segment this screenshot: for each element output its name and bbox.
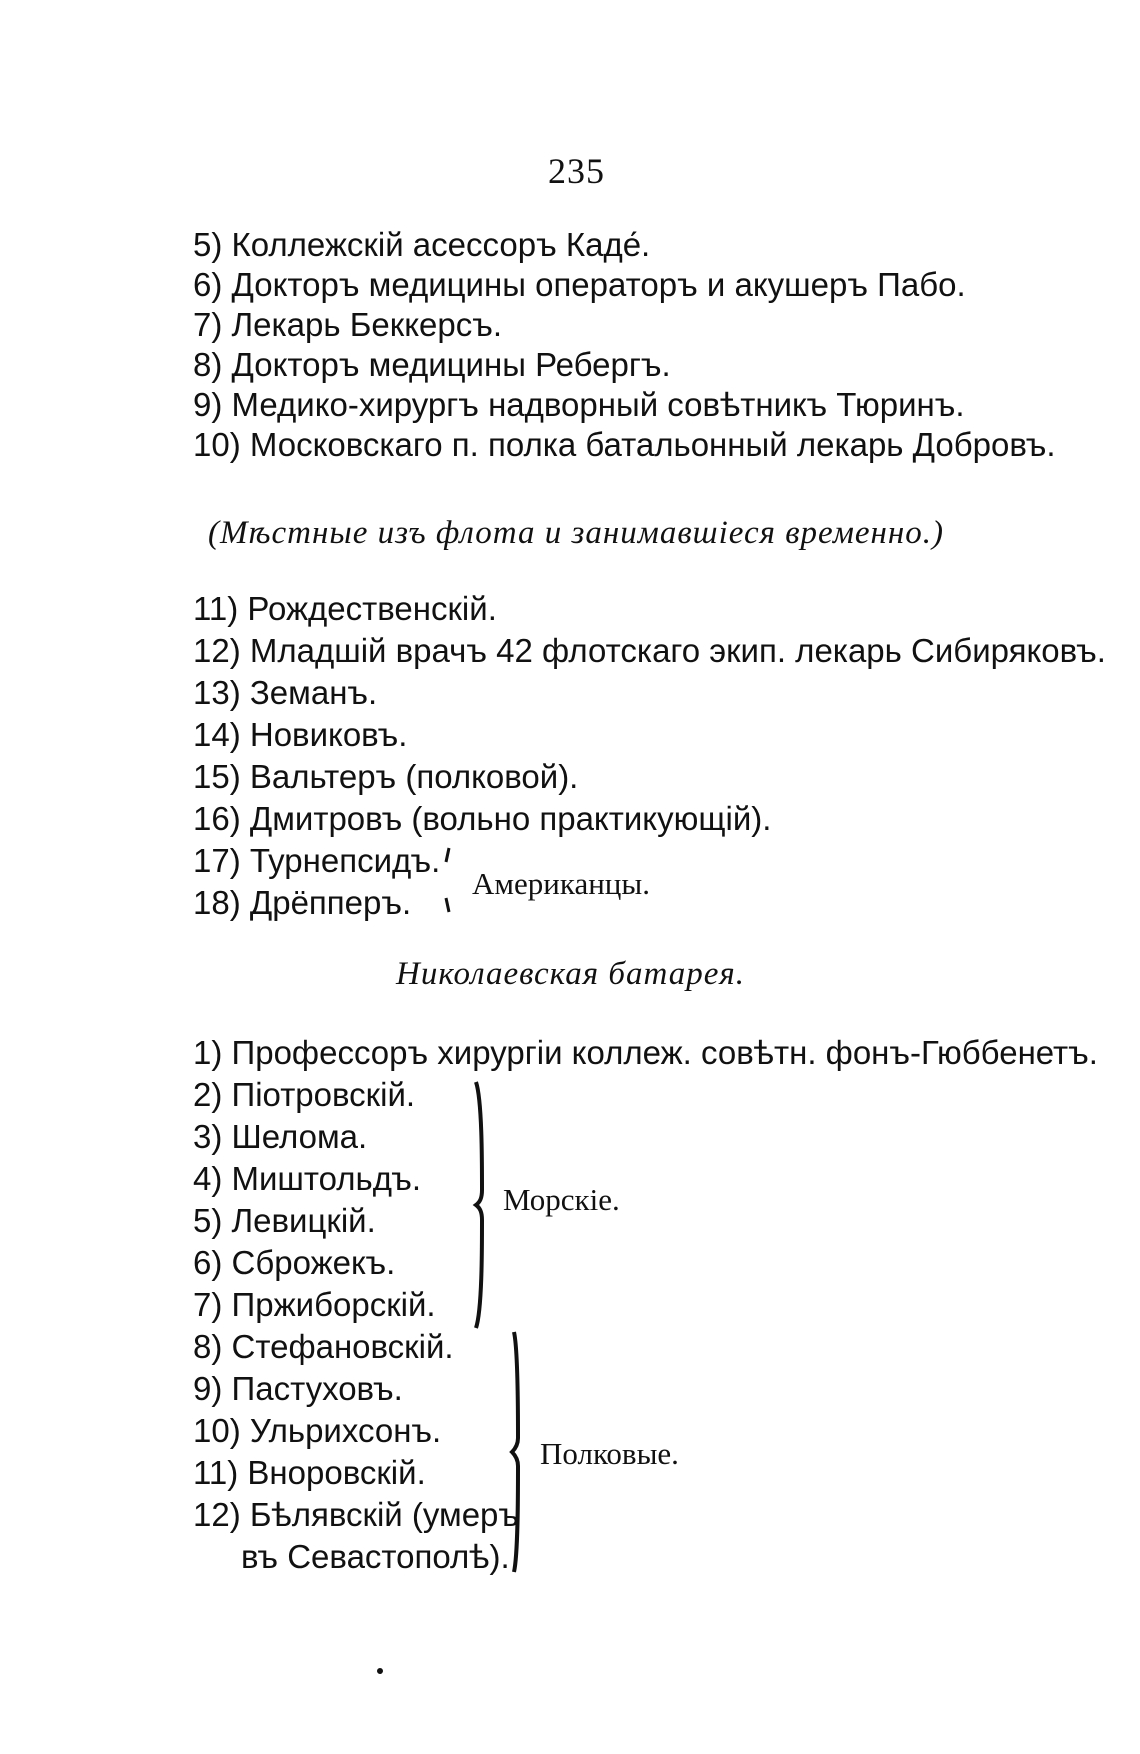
list-item: 10) Московскаго п. полка батальонный лекарь Добровъ. [193,426,1056,463]
list-item: 10) Ульрихсонъ. [193,1412,442,1449]
list-item: 13) Земанъ. [193,674,378,711]
list-item: 5) Левицкій. [193,1202,376,1239]
group-label-marine: Морскіе. [503,1182,620,1217]
list-item: 3) Шелома. [193,1118,368,1155]
list-item: 12) Бѣлявскій (умеръ [193,1496,520,1533]
list-item: 2) Піотровскій. [193,1076,416,1113]
page-number: 235 [548,151,605,191]
list-item: 8) Докторъ медицины Ребергъ. [193,346,671,383]
list-item: 16) Дмитровъ (вольно практикующій). [193,800,772,837]
list-item: 5) Коллежскій асессоръ Каде́. [193,226,651,263]
list-item: 12) Младшій врачъ 42 флотскаго экип. лекарь Сибиряковъ. [193,632,1106,669]
list-item: 11) Рождественскій. [193,590,497,627]
list-item: 6) Докторъ медицины операторъ и акушеръ Пабо. [193,266,966,303]
list-item: 18) Дрёпперъ. [193,884,412,921]
list-item: 6) Сброжекъ. [193,1244,396,1281]
group-label-americans: Американцы. [472,866,650,901]
brace-regimental [506,1330,526,1574]
list-item: 17) Турнепсидъ. [193,842,441,879]
section-heading-battery: Николаевская батарея. [396,956,745,992]
list-item-continuation: въ Севастополѣ). [241,1538,510,1575]
list-item: 7) Пржиборскій. [193,1286,436,1323]
list-item: 4) Миштольдъ. [193,1160,422,1197]
list-item: 11) Вноровскій. [193,1454,426,1491]
ink-speck [377,1668,383,1674]
list-item: 7) Лекарь Беккерсъ. [193,306,503,343]
list-item: 14) Новиковъ. [193,716,408,753]
list-item: 9) Пастуховъ. [193,1370,403,1407]
list-item: 15) Вальтеръ (полковой). [193,758,579,795]
group-label-regimental: Полковые. [540,1436,679,1471]
list-item: 8) Стефановскій. [193,1328,454,1365]
list-item: 9) Медико-хирургъ надворный совѣтникъ Тюринъ. [193,386,965,423]
list-item: 1) Профессоръ хирургіи коллеж. совѣтн. фонъ-Гюббенетъ. [193,1034,1098,1071]
brace-marine [470,1080,490,1330]
section-heading-local: (Мѣстные изъ флота и занимавшіеся временно.) [208,515,945,551]
brace-americans [440,846,454,918]
